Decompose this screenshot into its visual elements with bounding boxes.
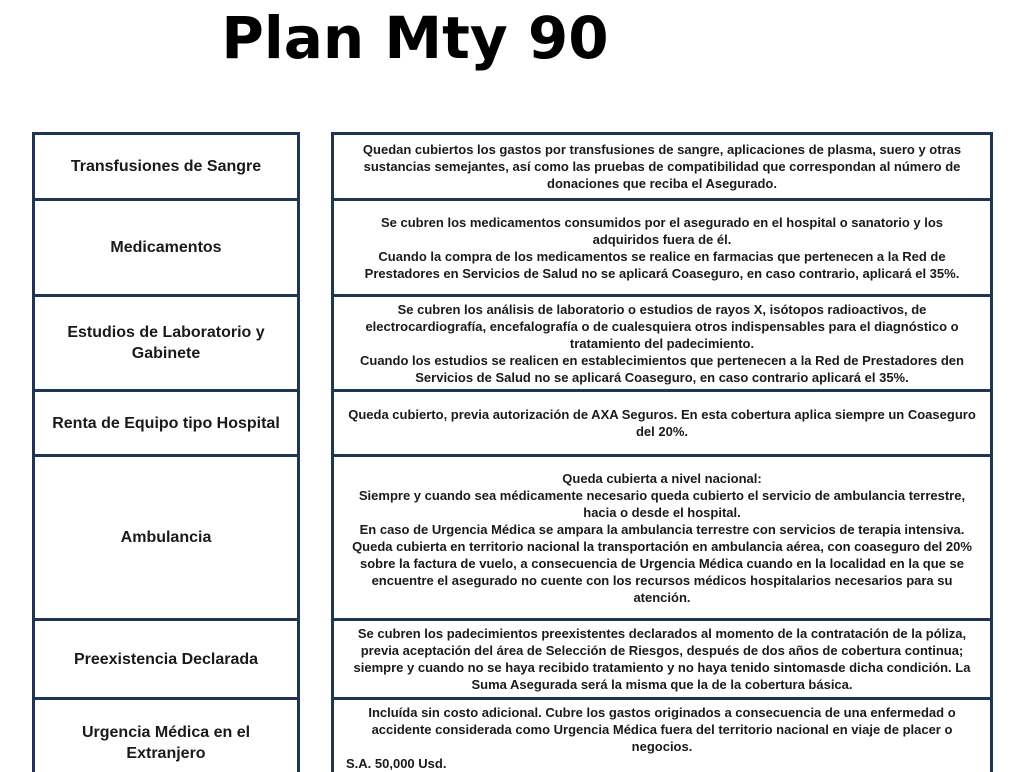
label-cell: Preexistencia Declarada — [35, 618, 297, 697]
description-text: Se cubren los padecimientos preexistentes declarados al momento de la contratación de la póliza, previa aceptación del área de Selección de Riesgos, después de dos años de cobertura continua; siempre y cuando no se haya recibido tratamiento y no haya tenido sintomasde dicha condición. La Suma Asegurada será la misma que la de la cobertura básica. — [353, 626, 971, 692]
label-cell: Ambulancia — [35, 454, 297, 618]
description-text: S.A. 50,000 Usd. — [346, 756, 447, 771]
description-text: En caso de Urgencia Médica se ampara la ambulancia terrestre con servicios de terapia intensiva. — [359, 521, 965, 537]
label-cell: Renta de Equipo tipo Hospital — [35, 389, 297, 454]
description-cell — [334, 618, 990, 697]
description-cell — [334, 294, 990, 389]
description-text: Cuando los estudios se realicen en establecimientos que pertenecen a la Red de Prestadores den Servicios de Salud no se aplicará Coaseguro, en caso contrario aplicará el 35%. — [360, 352, 964, 385]
description-cell — [334, 132, 990, 198]
description-text: Quedan cubiertos los gastos por transfusiones de sangre, aplicaciones de plasma, suero y otras sustancias semejantes, así como las pruebas de compatibilidad que correspondan al número de donaciones que reciba el Asegurado. — [362, 142, 962, 191]
description-text: Queda cubierta a nivel nacional: — [562, 470, 762, 486]
description-text: Queda cubierto, previa autorización de AXA Seguros. En esta cobertura aplica siempre un Coaseguro del 20%. — [348, 407, 976, 439]
label-cell: Estudios de Laboratorio y Gabinete — [35, 294, 297, 389]
description-cell — [334, 454, 990, 618]
description-text: Incluída sin costo adicional. Cubre los gastos originados a consecuencia de una enfermedad o accidente considerada como Urgencia Médica fuera del territorio nacional en viaje de placer o negocios. — [368, 705, 956, 754]
label-cell: Medicamentos — [35, 198, 297, 294]
description-text: Se cubren los análisis de laboratorio o estudios de rayos X, isótopos radioactivos, de electrocardiografía, encefalografía o de cualesquiera otros indispensables para el diagnóstico o tratamiento del padecimiento. — [365, 301, 959, 351]
coverage-descriptions-column — [331, 132, 993, 772]
description-text: Cuando la compra de los medicamentos se realice en farmacias que pertenecen a la Red de Prestadores en Servicios de Salud no se aplicará Coaseguro, en caso contrario, aplicará el 35%. — [364, 248, 960, 281]
label-cell: Urgencia Médica en el Extranjero — [35, 697, 297, 772]
description-cell — [334, 389, 990, 454]
label-cell: Transfusiones de Sangre — [35, 132, 297, 198]
description-cell — [334, 198, 990, 294]
description-cell — [334, 697, 990, 772]
description-text: Siempre y cuando sea médicamente necesario queda cubierto el servicio de ambulancia terrestre, hacia o desde el hospital. — [358, 487, 966, 520]
coverage-labels-column — [32, 132, 300, 772]
description-text: Queda cubierta en territorio nacional la transportación en ambulancia aérea, con coaseguro del 20% sobre la factura de vuelo, a consecuencia de Urgencia Médica cuando en la localidad en la que se encuentre el asegurado no cuente con los recursos médicos hospitalarios necesarios para su atención. — [352, 538, 972, 605]
page-title: Plan Mty 90 — [221, 4, 609, 72]
description-text: Se cubren los medicamentos consumidos por el asegurado en el hospital o sanatorio y los adquiridos fuera de él. — [380, 214, 944, 247]
